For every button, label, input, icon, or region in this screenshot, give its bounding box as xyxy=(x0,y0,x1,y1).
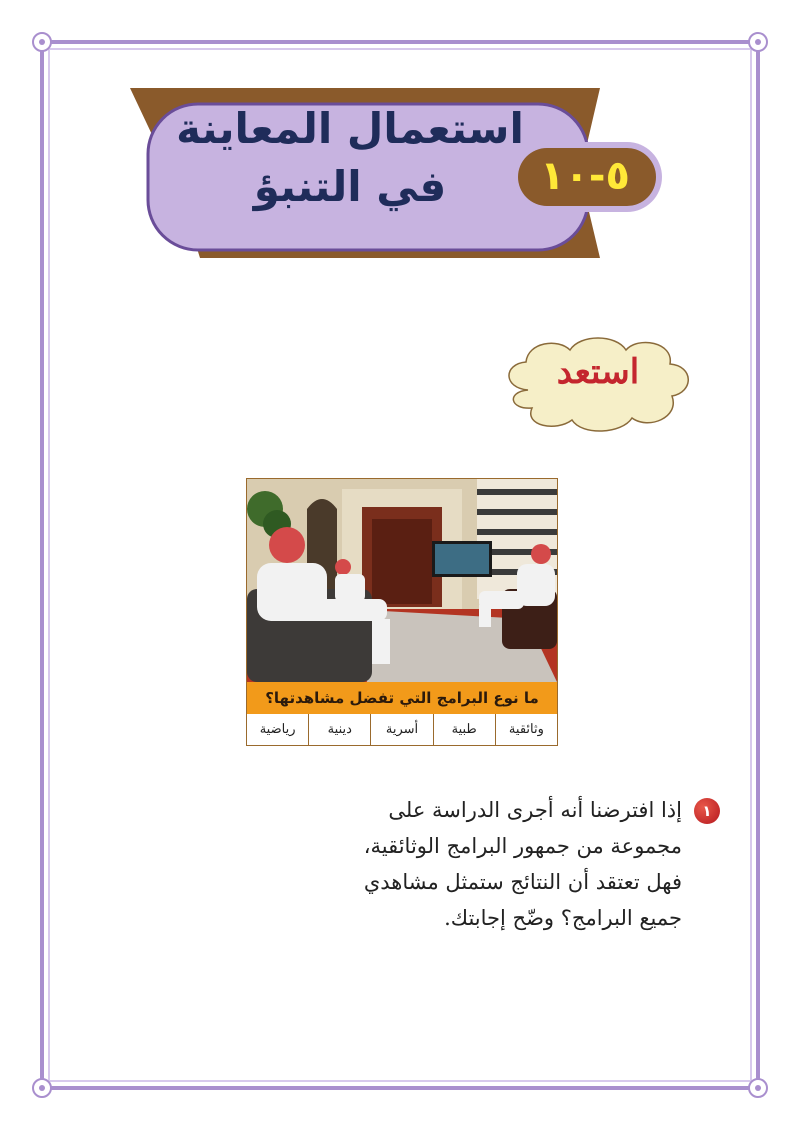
survey-options xyxy=(247,714,557,745)
exercise-number-badge: ١ xyxy=(694,798,720,824)
title-line-1: استعمال المعاينة xyxy=(176,104,524,153)
survey-card xyxy=(246,478,558,746)
living-room-photo xyxy=(247,479,557,682)
survey-option: طبية xyxy=(433,714,495,745)
exercise-text: إذا افترضنا أنه أجرى الدراسة على مجموعة من جمهور البرامج الوثائقية، فهل تعتقد أن النتائج ستمثل مشاهدي جميع البرامج؟ وضّح إجابتك. xyxy=(363,798,682,930)
survey-option: أسرية xyxy=(370,714,432,745)
survey-option: دينية xyxy=(308,714,370,745)
survey-option: رياضية xyxy=(259,722,296,737)
survey-question: ما نوع البرامج التي تفضل مشاهدتها؟ xyxy=(247,682,557,714)
warmup-label: استعد xyxy=(556,352,640,392)
title-line-2: في التنبؤ xyxy=(253,162,447,211)
lesson-number: ٥-١٠ xyxy=(540,153,630,199)
survey-option: وثائقية xyxy=(495,714,557,745)
lesson-title xyxy=(170,100,530,216)
